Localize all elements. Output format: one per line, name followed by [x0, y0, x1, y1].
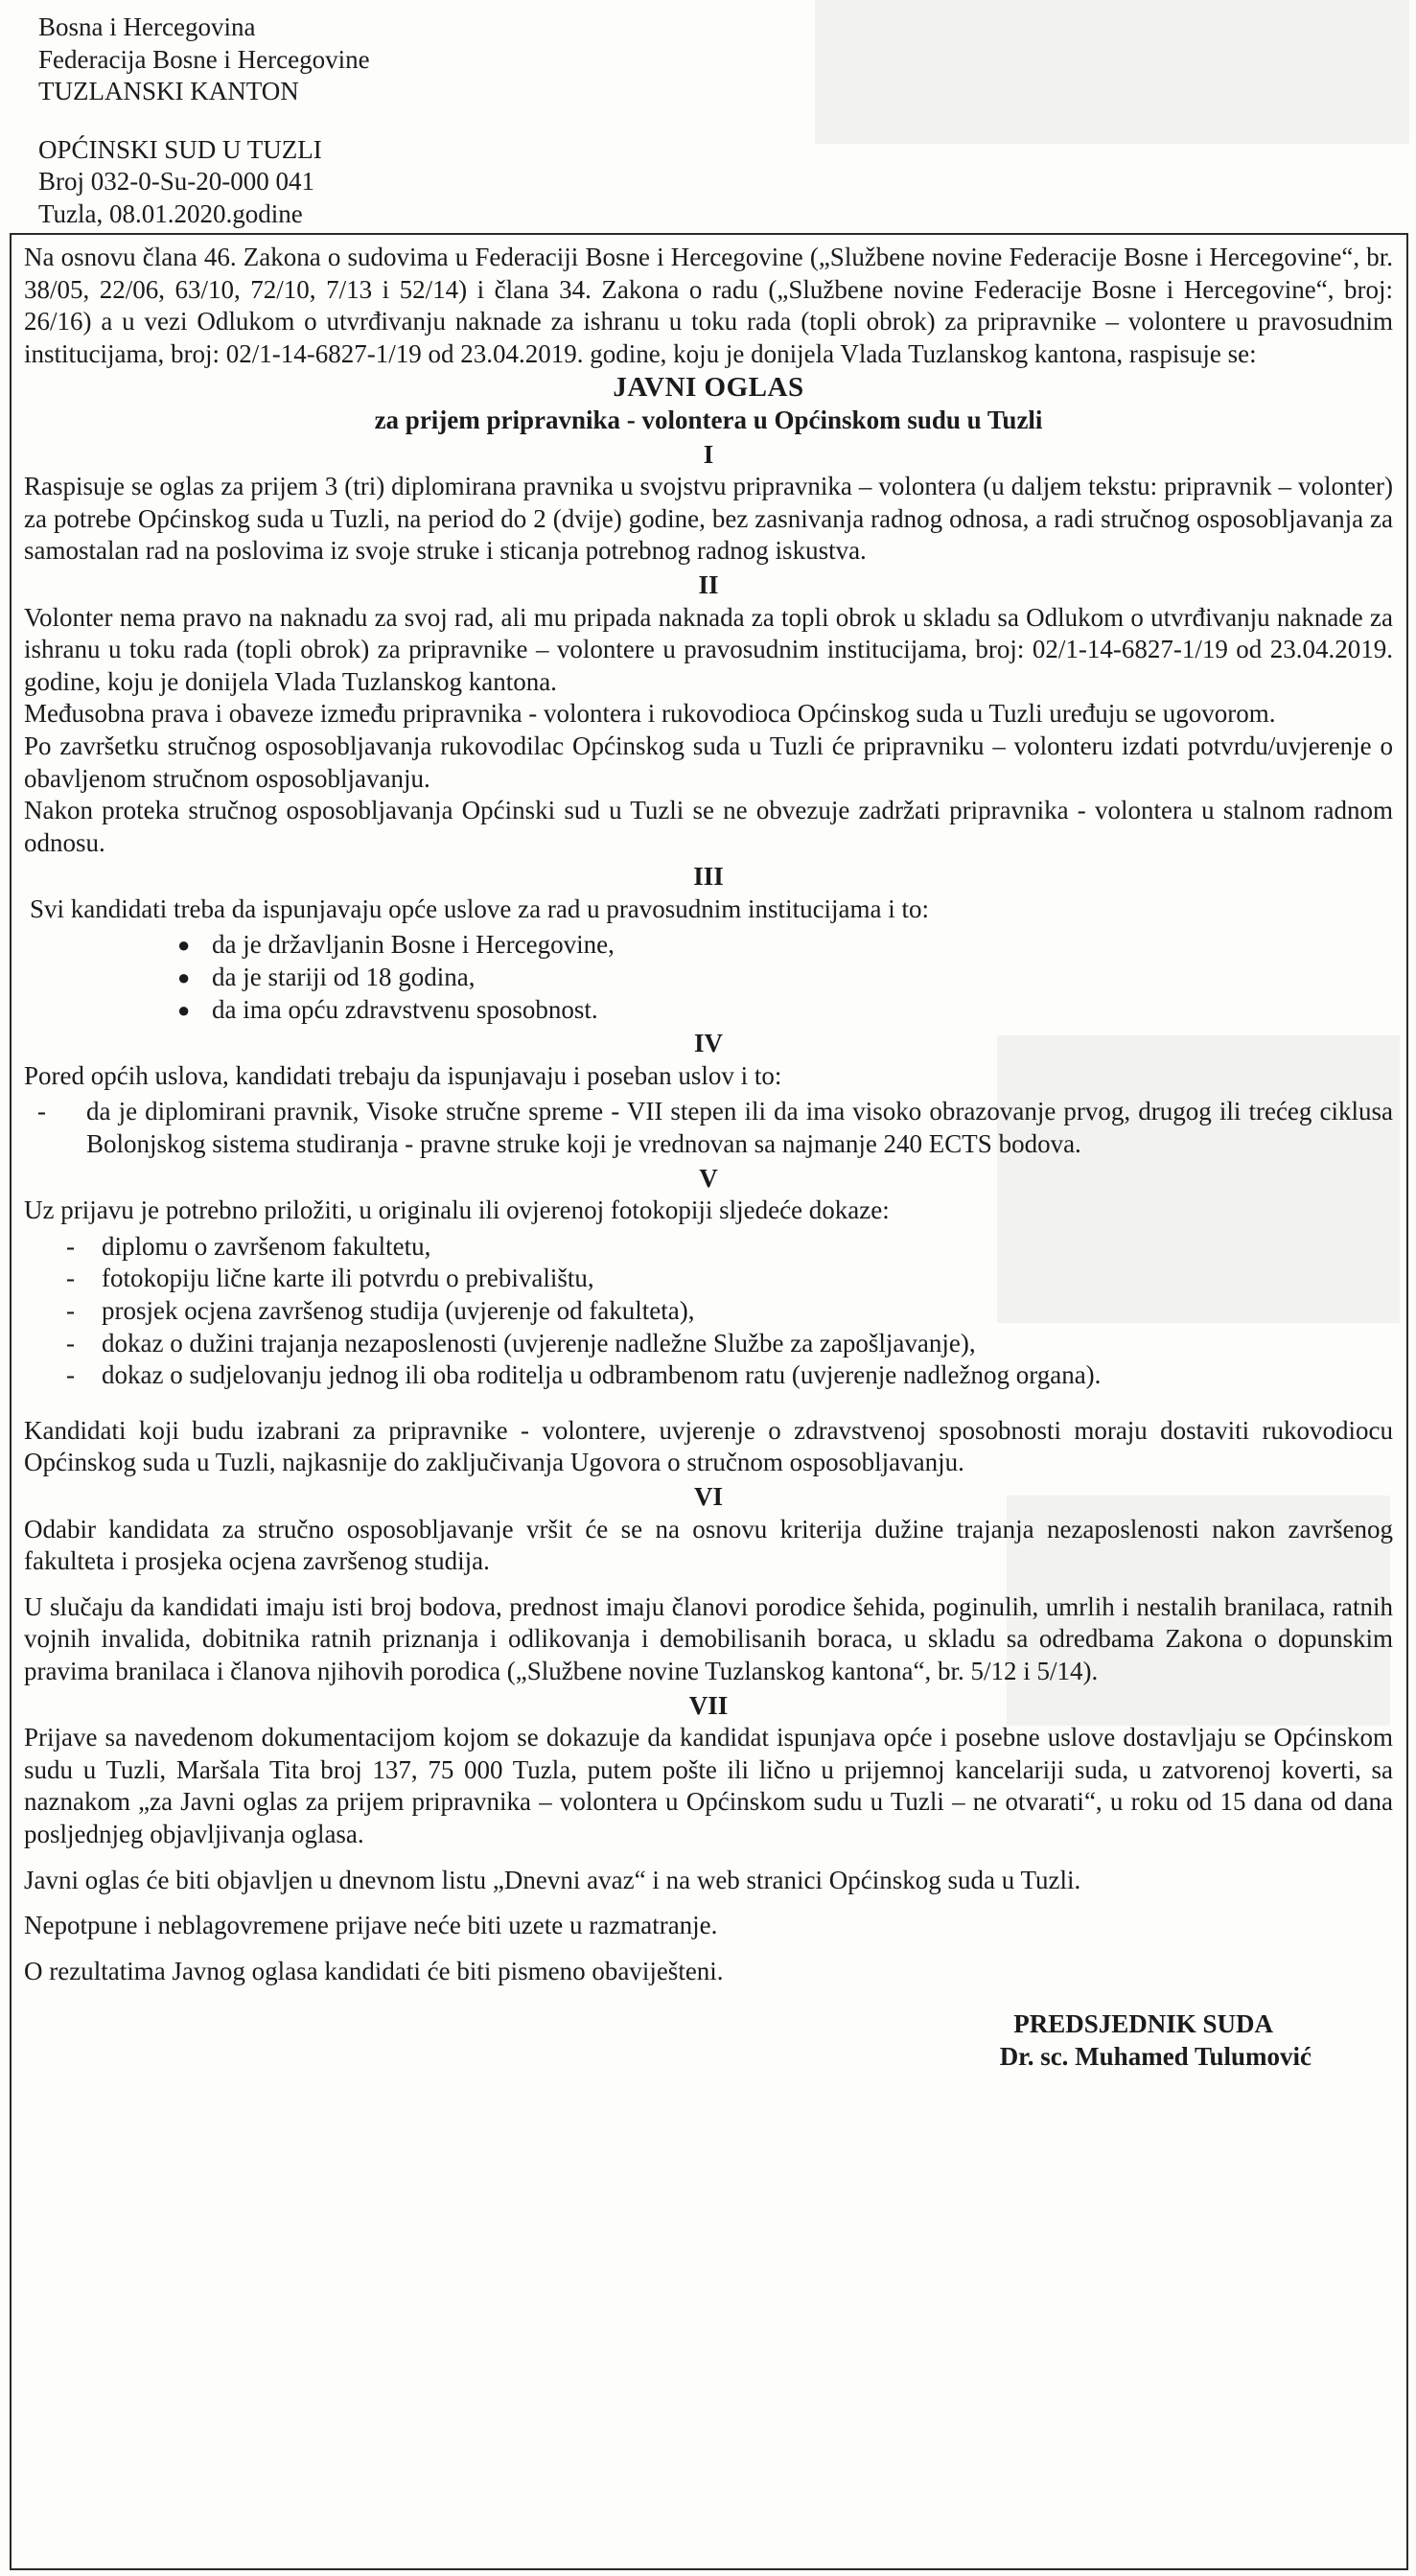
list-item: ● da je stariji od 18 godina, [177, 962, 1393, 994]
list-item: ● da ima opću zdravstvenu sposobnost. [177, 994, 1393, 1027]
list-item: - prosjek ocjena završenog studija (uvjerenje od fakulteta), [53, 1295, 1393, 1328]
bullet-icon: ● [177, 997, 191, 1022]
section-5-note: Kandidati koji budu izabrani za pripravnike - volontere, uvjerenje o zdravstvenoj sposobnosti moraju dostaviti rukovodiocu Općinskog suda u Tuzli, najkasnije do zaključivanja Ugovora o stručnom osposobljavanju. [24, 1415, 1393, 1477]
dash-icon: - [66, 1264, 75, 1293]
dash-icon: - [66, 1328, 75, 1358]
section-1-text: Raspisuje se oglas za prijem 3 (tri) diplomirana pravnika u svojstvu pripravnika – volontera (u daljem tekstu: pripravnik – volonter) za potrebe Općinskog suda u Tuzli, na period do 2 (dvije) godine, bez zasnivanja radnog odnosa, a radi stručnog osposobljavanja za samostalan rad na poslovima iz svoje struke i sticanja potrebnog radnog iskustva. [24, 472, 1393, 566]
court-header [38, 12, 370, 230]
section-3-intro: Svi kandidati treba da ispunjavaju opće uslove za rad u pravosudnim institucijama i to: [30, 893, 930, 923]
header-place-date: Tuzla, 08.01.2020.godine [38, 198, 303, 228]
section-2-paragraph: Po završetku stručnog osposobljavanja rukovodilac Općinskog suda u Tuzli će pripravniku – volonteru izdati potvrdu/uvjerenje o obavljenom stručnom osposobljavanju. [24, 731, 1393, 793]
section-7-paragraph: O rezultatima Javnog oglasa kandidati će biti pismeno obaviješteni. [24, 1956, 724, 1985]
required-documents-list [53, 1231, 1393, 1392]
show-through-block [815, 0, 1409, 144]
section-heading-1: I [703, 439, 714, 469]
signature-block [24, 2008, 1393, 2073]
announcement-subtitle: za prijem pripravnika - volontera u Općinskom sudu u Tuzli [374, 405, 1043, 434]
section-heading-7: VII [688, 1690, 729, 1720]
section-7-paragraph: Javni oglas će biti objavljen u dnevnom listu „Dnevni avaz“ i na web stranici Općinskog suda u Tuzli. [24, 1865, 1081, 1894]
header-federation: Federacija Bosne i Hercegovine [38, 44, 370, 74]
dash-icon: - [66, 1231, 75, 1261]
list-item: - da je diplomirani pravnik, Visoke stručne spreme - VII stepen ili da ima visoko obrazovanje prvog, drugog ili trećeg ciklusa Bolonjskog sistema studiranja - pravne struke koji je vrednovan sa najmanje 240 ECTS bodova. [37, 1097, 1393, 1159]
section-heading-6: VI [693, 1481, 723, 1511]
section-7-paragraph: Nepotpune i neblagovremene prijave neće biti uzete u razmatranje. [24, 1911, 718, 1940]
section-7-paragraph: Prijave sa navedenom dokumentacijom kojom se dokazuje da kandidat ispunjava opće i posebne uslove dostavljaju se Općinskom sudu u Tuzli, Maršala Tita broj 137, 75 000 Tuzla, putem pošte ili lično u prijemnoj kancelariji suda, u zatvorenoj koverti, sa naznakom „za Javni oglas za prijem pripravnika – volontera u Općinskom sudu u Tuzli – ne otvarati“, u roku od 15 dana od dana posljednjeg objavljivanja oglasa. [24, 1723, 1393, 1848]
section-4-intro: Pored općih uslova, kandidati trebaju da ispunjavaju i poseban uslov i to: [24, 1060, 782, 1090]
list-item: - dokaz o dužini trajanja nezaposlenosti (uvjerenje nadležne Službe za zapošljavanje), [53, 1328, 1393, 1360]
list-item: - diplomu o završenom fakultetu, [53, 1231, 1393, 1264]
section-heading-3: III [693, 862, 724, 892]
dash-icon: - [66, 1296, 75, 1325]
list-item: - fotokopiju lične karte ili potvrdu o prebivalištu, [53, 1263, 1393, 1295]
section-heading-5: V [699, 1163, 718, 1193]
signature-title: PREDSJEDNIK SUDA [1013, 2009, 1273, 2039]
announcement-title: JAVNI OGLAS [613, 372, 804, 404]
section-heading-2: II [698, 569, 719, 599]
intro-paragraph: Na osnovu člana 46. Zakona o sudovima u Federaciji Bosne i Hercegovine („Službene novine Federacije Bosne i Hercegovine“, br. 38/05, 22/06, 63/10, 72/10, 7/13 i 52/14) i člana 34. Zakona o radu („Službene novine Federacije Bosne i Hercegovine“, broj: 26/16) a u vezi Odlukom o utvrđivanju naknade za ishranu u toku rada (topli obrok) za pripravnike – volontere u pravosudnim institucijama, broj: 02/1-14-6827-1/19 od 23.04.2019. godine, koju je donijela Vlada Tuzlanskog kantona, raspisuje se: [24, 243, 1393, 368]
section-6-paragraph: Odabir kandidata za stručno osposobljavanje vršit će se na osnovu kriterija dužine trajanja nezaposlenosti nakon završenog fakulteta i prosjeka ocjena završenog studija. [24, 1514, 1393, 1576]
list-item: ● da je državljanin Bosne i Hercegovine, [177, 929, 1393, 962]
header-court-name: OPĆINSKI SUD U TUZLI [38, 134, 322, 164]
section-2-paragraph: Međusobna prava i obaveze između pripravnika - volontera i rukovodioca Općinskog suda u Tuzli uređuju se ugovorom. [24, 699, 1276, 729]
section-2-paragraph: Volonter nema pravo na naknadu za svoj rad, ali mu pripada naknada za topli obrok u skladu sa Odlukom o utvrđivanju naknade za ishranu u toku rada (topli obrok) za pripravnike – volontere u pravosudnim institucijama, broj: 02/1-14-6827-1/19 od 23.04.2019. godine, koju je donijela Vlada Tuzlanskog kantona. [24, 602, 1393, 696]
announcement-body [24, 242, 1393, 2073]
section-5-intro: Uz prijavu je potrebno priložiti, u originalu ili ovjerenoj fotokopiji sljedeće dokaze: [24, 1195, 890, 1225]
signature-name: Dr. sc. Muhamed Tulumović [999, 2041, 1312, 2071]
general-conditions-list [177, 929, 1393, 1026]
header-canton: TUZLANSKI KANTON [38, 77, 299, 105]
section-heading-4: IV [693, 1029, 723, 1058]
special-condition-list [24, 1096, 1393, 1160]
dash-icon: - [37, 1097, 46, 1126]
header-country: Bosna i Hercegovina [38, 12, 256, 41]
bullet-icon: ● [177, 965, 191, 990]
header-reference-number: Broj 032-0-Su-20-000 041 [38, 167, 314, 196]
list-item: - dokaz o sudjelovanju jednog ili oba roditelja u odbrambenom ratu (uvjerenje nadležnog organa). [53, 1359, 1393, 1392]
dash-icon: - [66, 1360, 75, 1390]
section-6-paragraph: U slučaju da kandidati imaju isti broj bodova, prednost imaju članovi porodice šehida, poginulih, umrlih i nestalih branilaca, ratnih vojnih invalida, dobitnika ratnih priznanja i odlikovanja i demobilisanih boraca, u skladu sa odredbama Zakona o dopunskim pravima branilaca i članova njihovih porodica („Službene novine Tuzlanskog kantona“, br. 5/12 i 5/14). [24, 1591, 1393, 1685]
bullet-icon: ● [177, 933, 191, 958]
section-2-paragraph: Nakon proteka stručnog osposobljavanja Općinski sud u Tuzli se ne obvezuje zadržati pripravnika - volontera u stalnom radnom odnosu. [24, 796, 1393, 857]
